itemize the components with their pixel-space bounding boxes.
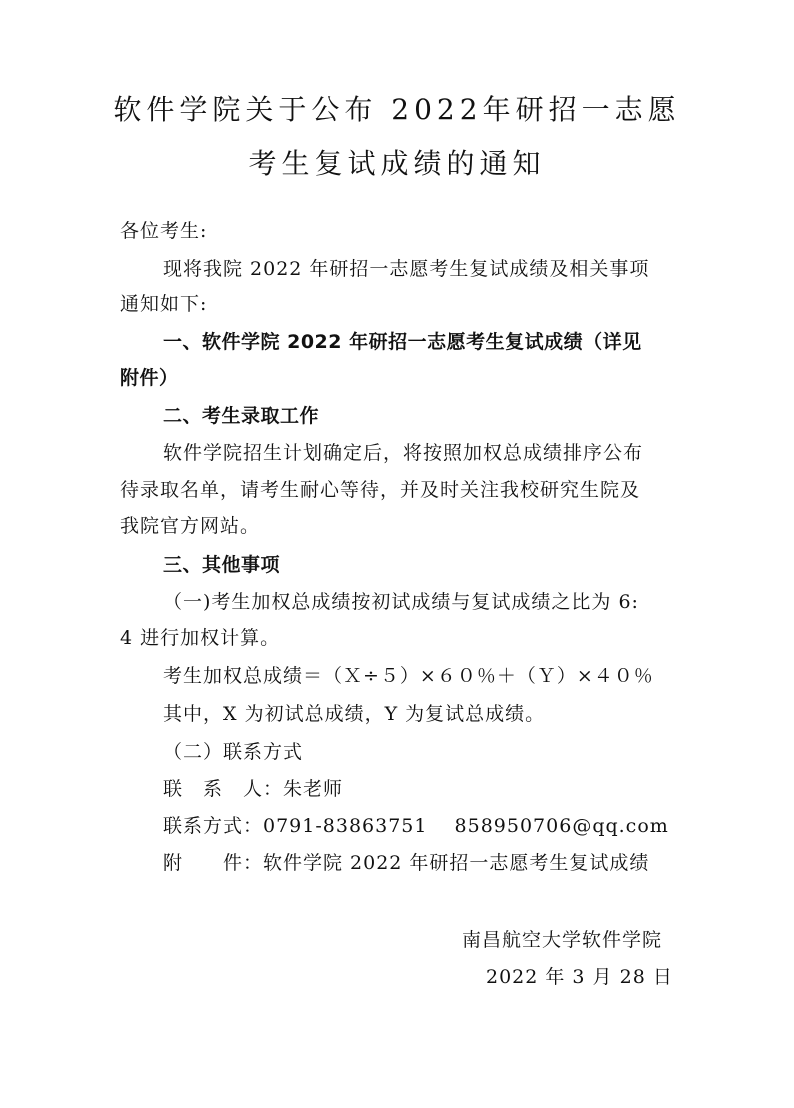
date: 2022 年 3 月 28 日	[486, 966, 673, 988]
item-1-line-2: 4 进行加权计算。	[120, 627, 281, 649]
section-2-line-3: 我院官方网站。	[120, 515, 261, 537]
item-1-line-1: （一)考生加权总成绩按初试成绩与复试成绩之比为 6:	[163, 591, 639, 613]
section-2-line-1: 软件学院招生计划确定后，将按照加权总成绩排序公布	[163, 442, 644, 464]
intro-line-2: 通知如下:	[120, 293, 208, 315]
section-1-line-1: 一、软件学院 2022 年研招一志愿考生复试成绩（详见	[163, 331, 642, 353]
contact-person: 联 系 人：朱老师	[163, 778, 344, 800]
item-2-heading: （二）联系方式	[163, 741, 304, 763]
formula-note: 其中，X 为初试总成绩，Y 为复试总成绩。	[163, 703, 546, 725]
formula: 考生加权总成绩＝（Ｘ÷５）×６０％＋（Ｙ）×４０％	[163, 665, 654, 687]
signature: 南昌航空大学软件学院	[462, 929, 663, 951]
intro-line-1: 现将我院 2022 年研招一志愿考生复试成绩及相关事项	[163, 258, 650, 280]
title-line-2: 考生复试成绩的通知	[248, 147, 546, 180]
contact-method: 联系方式：0791-83863751 858950706@qq.com	[163, 815, 669, 837]
title-line-1: 软件学院关于公布 2022年研招一志愿	[113, 93, 681, 126]
section-1-line-2: 附件）	[120, 367, 179, 389]
greeting: 各位考生:	[120, 220, 208, 242]
section-3-heading: 三、其他事项	[163, 554, 281, 576]
section-2-line-2: 待录取名单，请考生耐心等待，并及时关注我校研究生院及	[120, 479, 641, 501]
attachment: 附 件：软件学院 2022 年研招一志愿考生复试成绩	[163, 852, 650, 874]
section-2-heading: 二、考生录取工作	[163, 405, 320, 427]
